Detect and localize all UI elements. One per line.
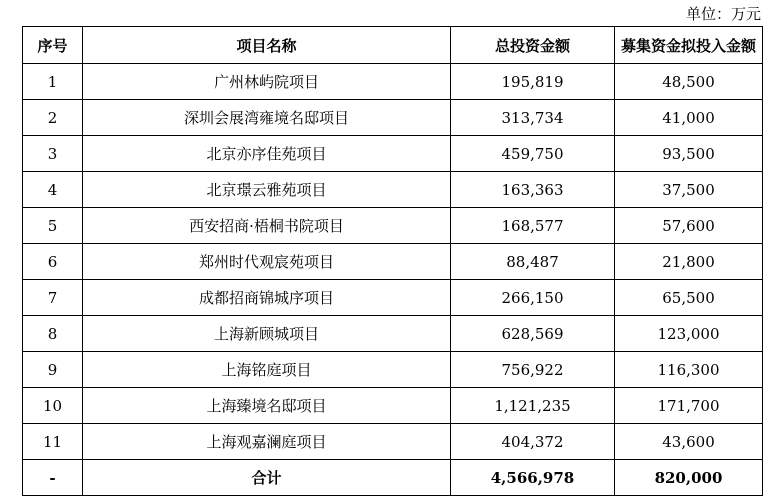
cell-total-investment: 163,363: [451, 172, 615, 208]
cell-serial-number: 7: [23, 280, 83, 316]
cell-raised-funds: 65,500: [615, 280, 763, 316]
cell-total-investment: 168,577: [451, 208, 615, 244]
cell-project-name: 北京璟云雅苑项目: [83, 172, 451, 208]
cell-total-investment: 266,150: [451, 280, 615, 316]
cell-raised-funds: 41,000: [615, 100, 763, 136]
unit-label: 单位：万元: [685, 5, 761, 23]
cell-serial-number: 8: [23, 316, 83, 352]
cell-project-name: 北京亦序佳苑项目: [83, 136, 451, 172]
table-row: [23, 316, 763, 352]
cell-total-investment: 195,819: [451, 64, 615, 100]
table-row: [23, 388, 763, 424]
table-row: [23, 172, 763, 208]
cell-raised-funds: 116,300: [615, 352, 763, 388]
cell-total-investment: 404,372: [451, 424, 615, 460]
cell-serial-number: 3: [23, 136, 83, 172]
header-project-name: 项目名称: [83, 27, 451, 64]
cell-total-investment: 756,922: [451, 352, 615, 388]
total-investment-sum: 4,566,978: [451, 460, 615, 496]
cell-project-name: 上海观嘉澜庭项目: [83, 424, 451, 460]
table-row: [23, 208, 763, 244]
table-header-row: [23, 27, 763, 64]
total-serial-number: -: [23, 460, 83, 496]
table-body: [23, 64, 763, 496]
cell-raised-funds: 48,500: [615, 64, 763, 100]
cell-raised-funds: 123,000: [615, 316, 763, 352]
table-row: [23, 64, 763, 100]
table-total-row: [23, 460, 763, 496]
cell-total-investment: 88,487: [451, 244, 615, 280]
cell-serial-number: 10: [23, 388, 83, 424]
cell-raised-funds: 21,800: [615, 244, 763, 280]
cell-serial-number: 11: [23, 424, 83, 460]
cell-raised-funds: 93,500: [615, 136, 763, 172]
investment-table: [22, 26, 763, 496]
cell-project-name: 成都招商锦城序项目: [83, 280, 451, 316]
total-label: 合计: [83, 460, 451, 496]
cell-raised-funds: 171,700: [615, 388, 763, 424]
total-raised-funds-sum: 820,000: [615, 460, 763, 496]
cell-serial-number: 9: [23, 352, 83, 388]
cell-raised-funds: 37,500: [615, 172, 763, 208]
table-row: [23, 244, 763, 280]
cell-project-name: 上海新顾城项目: [83, 316, 451, 352]
cell-raised-funds: 43,600: [615, 424, 763, 460]
header-total-investment: 总投资金额: [451, 27, 615, 64]
cell-total-investment: 1,121,235: [451, 388, 615, 424]
header-serial-number: 序号: [23, 27, 83, 64]
cell-serial-number: 6: [23, 244, 83, 280]
table-row: [23, 100, 763, 136]
cell-project-name: 郑州时代观宸苑项目: [83, 244, 451, 280]
cell-serial-number: 5: [23, 208, 83, 244]
cell-serial-number: 1: [23, 64, 83, 100]
cell-serial-number: 2: [23, 100, 83, 136]
cell-project-name: 西安招商·梧桐书院项目: [83, 208, 451, 244]
cell-total-investment: 313,734: [451, 100, 615, 136]
cell-project-name: 广州林屿院项目: [83, 64, 451, 100]
cell-total-investment: 628,569: [451, 316, 615, 352]
table-row: [23, 136, 763, 172]
table-row: [23, 424, 763, 460]
cell-total-investment: 459,750: [451, 136, 615, 172]
cell-serial-number: 4: [23, 172, 83, 208]
cell-project-name: 上海铭庭项目: [83, 352, 451, 388]
header-raised-funds: 募集资金拟投入金额: [615, 27, 763, 64]
table-row: [23, 280, 763, 316]
cell-project-name: 深圳会展湾雍境名邸项目: [83, 100, 451, 136]
cell-raised-funds: 57,600: [615, 208, 763, 244]
cell-project-name: 上海臻境名邸项目: [83, 388, 451, 424]
table-row: [23, 352, 763, 388]
